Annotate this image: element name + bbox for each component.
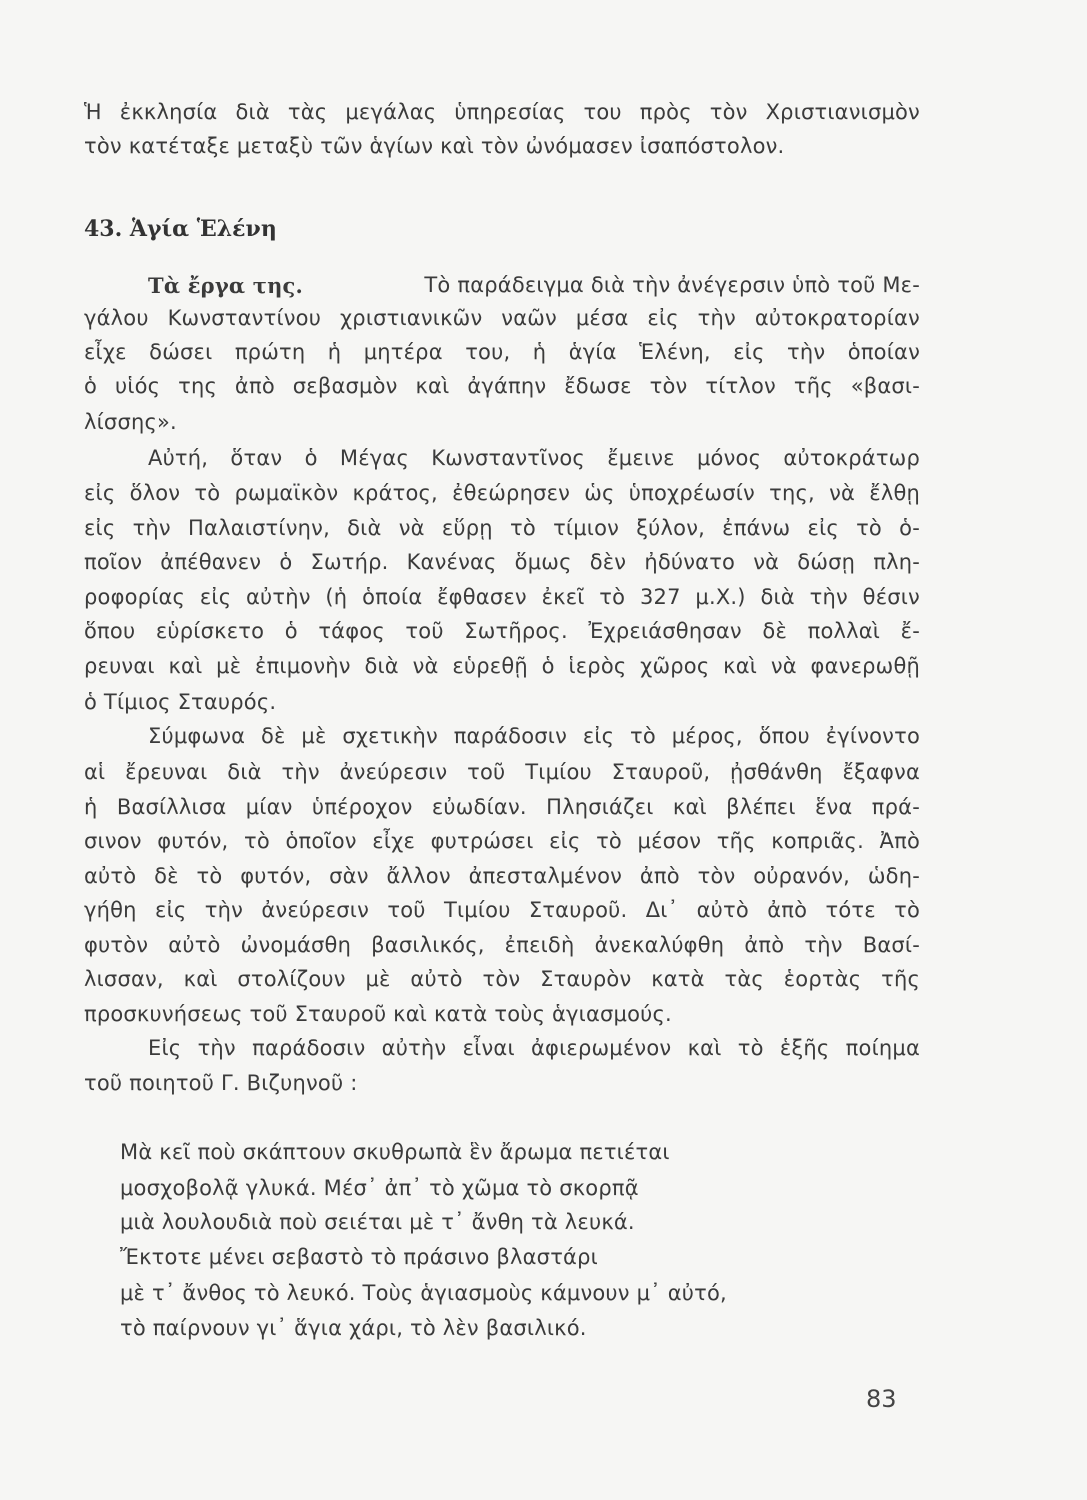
paragraph-text: αὐτὸ δὲ τὸ φυτόν, σὰν ἄλλον ἀπεσταλμένον ἀπὸ τὸν οὐρανόν, ὡδη- xyxy=(84,864,920,888)
intro-line-text: Ἡ ἐκκλησία διὰ τὰς μεγάλας ὑπηρεσίας του πρὸς τὸν Χριστιανισμὸν xyxy=(84,100,920,124)
section-subheading: Τὰ ἔργα της. xyxy=(148,273,304,298)
paragraph-line xyxy=(148,446,920,470)
paragraph-line xyxy=(84,967,920,991)
paragraph-text: λισσαν, καὶ στολίζουν μὲ αὐτὸ τὸν Σταυρὸν κατὰ τὰς ἑορτὰς τῆς xyxy=(84,967,920,991)
paragraph-text: ποῖον ἀπέθανεν ὁ Σωτήρ. Κανένας ὅμως δὲν ἠδύνατο νὰ δώσῃ πλη- xyxy=(84,550,920,574)
poem-line: Μὰ κεῖ ποὺ σκάπτουν σκυθρωπὰ ἓν ἄρωμα πετιέται xyxy=(120,1140,670,1164)
paragraph-line xyxy=(84,690,276,714)
paragraph-text: λίσσης». xyxy=(84,410,177,434)
paragraph-line xyxy=(84,306,920,330)
paragraph-text: εἶχε δώσει πρώτη ἡ μητέρα του, ἡ ἁγία Ἑλένη, εἰς τὴν ὁποίαν xyxy=(84,340,920,364)
paragraph-line xyxy=(84,550,920,574)
poem-line: τὸ παίρνουν γι᾽ ἅγια χάρι, τὸ λὲν βασιλικό. xyxy=(120,1316,587,1340)
paragraph-text: αἱ ἔρευναι διὰ τὴν ἀνεύρεσιν τοῦ Τιμίου Σταυροῦ, ᾐσθάνθη ἔξαφνα xyxy=(84,760,920,784)
paragraph-text: τοῦ ποιητοῦ Γ. Βιζυηνοῦ : xyxy=(84,1071,358,1095)
paragraph-line xyxy=(84,374,920,398)
paragraph-line xyxy=(84,829,920,853)
paragraph-line xyxy=(84,340,920,364)
paragraph-text: ὁ Τίμιος Σταυρός. xyxy=(84,690,277,714)
paragraph-text: Σύμφωνα δὲ μὲ σχετικὴν παράδοσιν εἰς τὸ μέρος, ὅπου ἐγίνοντο xyxy=(148,724,920,748)
paragraph-text: Αὐτή, ὅταν ὁ Μέγας Κωνσταντῖνος ἔμεινε μόνος αὐτοκράτωρ xyxy=(148,446,920,470)
paragraph-line xyxy=(148,1036,920,1060)
poem-line: μὲ τ᾽ ἄνθος τὸ λευκό. Τοὺς ἁγιασμοὺς κάμνουν μ᾽ αὐτό, xyxy=(120,1281,727,1305)
paragraph-text: σινον φυτόν, τὸ ὁποῖον εἶχε φυτρώσει εἰς τὸ μέσον τῆς κοπριᾶς. Ἀπὸ xyxy=(84,829,920,853)
paragraph-text: γάλου Κωνσταντίνου χριστιανικῶν ναῶν μέσα εἰς τὴν αὐτοκρατορίαν xyxy=(84,306,920,330)
paragraph-line xyxy=(148,273,920,298)
paragraph-text: εἰς ὅλον τὸ ρωμαϊκὸν κράτος, ἐθεώρησεν ὡς ὑποχρέωσίν της, νὰ ἔλθῃ xyxy=(84,481,920,505)
paragraph-line xyxy=(84,654,920,678)
intro-line-text: τὸν κατέταξε μεταξὺ τῶν ἁγίων καὶ τὸν ὠνόμασεν ἰσαπόστολον. xyxy=(84,134,785,158)
paragraph-text: προσκυνήσεως τοῦ Σταυροῦ καὶ κατὰ τοὺς ἁγιασμούς. xyxy=(84,1002,672,1026)
page-number: 83 xyxy=(866,1385,897,1413)
paragraph-line xyxy=(84,864,920,888)
paragraph-line xyxy=(84,795,920,819)
paragraph-text: ὅπου εὑρίσκετο ὁ τάφος τοῦ Σωτῆρος. Ἐχρειάσθησαν δὲ πολλαὶ ἔ- xyxy=(84,619,920,643)
paragraph-line xyxy=(84,410,177,434)
paragraph-text: Τὸ παράδειγμα διὰ τὴν ἀνέγερσιν ὑπὸ τοῦ Με- xyxy=(424,273,920,297)
poem-line: μιὰ λουλουδιὰ ποὺ σειέται μὲ τ᾽ ἄνθη τὰ λευκά. xyxy=(120,1210,635,1234)
paragraph-line xyxy=(84,933,920,957)
paragraph-text: ρευναι καὶ μὲ ἐπιμονὴν διὰ νὰ εὑρεθῇ ὁ ἱερὸς χῶρος καὶ νὰ φανερωθῇ xyxy=(84,654,920,678)
paragraph-line xyxy=(84,585,920,609)
section-heading: 43. Ἁγία Ἑλένη xyxy=(84,216,277,242)
intro-line xyxy=(84,100,920,124)
paragraph-line xyxy=(84,481,920,505)
paragraph-line xyxy=(84,516,920,540)
paragraph-line xyxy=(84,1071,357,1095)
paragraph-line xyxy=(84,898,920,922)
paragraph-text: Εἰς τὴν παράδοσιν αὐτὴν εἶναι ἀφιερωμένον καὶ τὸ ἑξῆς ποίημα xyxy=(148,1036,920,1060)
poem-line: Ἔκτοτε μένει σεβαστὸ τὸ πράσινο βλαστάρι xyxy=(120,1245,598,1269)
paragraph-text: ὁ υἱός της ἀπὸ σεβασμὸν καὶ ἀγάπην ἔδωσε τὸν τίτλον τῆς «βασι- xyxy=(84,374,920,398)
paragraph-line xyxy=(84,1002,672,1026)
intro-line xyxy=(84,134,784,158)
paragraph-text: φυτὸν αὐτὸ ὠνομάσθη βασιλικός, ἐπειδὴ ἀνεκαλύφθη ἀπὸ τὴν Βασί- xyxy=(84,933,920,957)
paragraph-line xyxy=(84,619,920,643)
paragraph-text: εἰς τὴν Παλαιστίνην, διὰ νὰ εὕρῃ τὸ τίμιον ξύλον, ἐπάνω εἰς τὸ ὁ- xyxy=(84,516,920,540)
paragraph-line xyxy=(148,724,920,748)
paragraph-line xyxy=(84,760,920,784)
paragraph-text: γήθη εἰς τὴν ἀνεύρεσιν τοῦ Τιμίου Σταυροῦ. Δι᾽ αὐτὸ ἀπὸ τότε τὸ xyxy=(84,898,920,922)
poem-line: μοσχοβολᾷ γλυκά. Μέσ᾽ ἀπ᾽ τὸ χῶμα τὸ σκορπᾷ xyxy=(120,1176,639,1200)
paragraph-text: ροφορίας εἰς αὐτὴν (ἡ ὁποία ἔφθασεν ἐκεῖ τὸ 327 μ.Χ.) διὰ τὴν θέσιν xyxy=(84,585,920,609)
paragraph-text: ἡ Βασίλλισα μίαν ὑπέροχον εὐωδίαν. Πλησιάζει καὶ βλέπει ἕνα πρά- xyxy=(84,795,920,819)
